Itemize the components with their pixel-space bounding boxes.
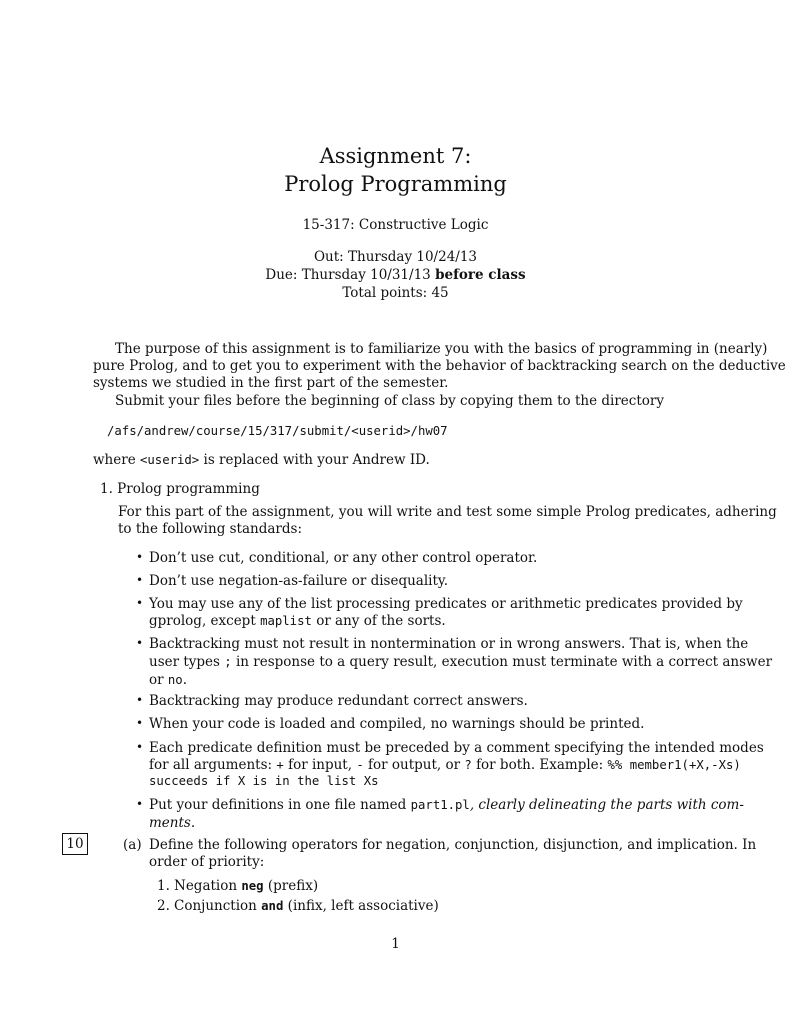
question-code: ?: [464, 758, 472, 772]
minus-code: -: [356, 758, 364, 772]
no-code: no: [167, 673, 183, 687]
example-code: %% member1(+X,-Xs): [607, 758, 741, 772]
bullet-3-line-2: [149, 612, 446, 630]
userid-note-a: where: [93, 452, 136, 468]
plus-code: +: [276, 758, 284, 772]
title-line-2: Prolog Programming: [284, 172, 507, 196]
intro-line-1: The purpose of this assignment is to familiarize you with the basics of programming in (nearly): [115, 341, 768, 357]
bullet-dot: •: [136, 596, 144, 610]
bullet-7-text-a: for all arguments:: [149, 757, 273, 773]
bullet-1: Don’t use cut, conditional, or any other control operator.: [149, 550, 538, 566]
userid-note-b: is replaced with your Andrew ID.: [203, 452, 430, 468]
part-a-line-1: Define the following operators for negation, conjunction, disjunction, and implication. In: [149, 837, 757, 853]
course-name: 15-317: Constructive Logic: [302, 217, 489, 233]
out-date: Out: Thursday 10/24/13: [313, 249, 478, 265]
bullet-4-line-1: Backtracking must not result in nontermination or in wrong answers. That is, when the: [149, 636, 749, 652]
and-code: and: [261, 899, 284, 913]
bullet-3-text-a: gprolog, except: [149, 613, 256, 629]
bullet-4-text-b: in response to a query result, execution must terminate with a correct answer: [235, 654, 773, 670]
bullet-8-line-2: ments.: [149, 815, 196, 831]
bullet-7-text-b: for input,: [288, 757, 353, 773]
submit-instruction: Submit your files before the beginning of class by copying them to the directory: [115, 393, 664, 409]
item-2-text-b: (infix, left associative): [287, 898, 439, 914]
bullet-4-line-2: [149, 653, 772, 671]
item-2-number: 2.: [157, 898, 170, 914]
bullet-2: Don’t use negation-as-failure or disequality.: [149, 573, 449, 589]
part-a-line-2: order of priority:: [149, 854, 265, 870]
bullet-3-text-b: or any of the sorts.: [316, 613, 446, 629]
bullet-5: Backtracking may produce redundant correct answers.: [149, 693, 528, 709]
total-points: Total points: 45: [342, 285, 449, 301]
bullet-8-line-1: [149, 796, 744, 814]
title-line-1: Assignment 7:: [319, 144, 472, 168]
filename-code: part1.pl: [410, 798, 470, 812]
bullet-6: When your code is loaded and compiled, no warnings should be printed.: [149, 716, 645, 732]
semicolon-code: ;: [224, 655, 232, 669]
bullet-7-text-d: for both. Example:: [476, 757, 604, 773]
item-1: [174, 877, 318, 895]
bullet-dot: •: [136, 550, 144, 564]
submit-path: /afs/andrew/course/15/317/submit/<userid>/hw07: [107, 424, 448, 438]
item-2: [174, 897, 439, 915]
points-box: 10: [62, 833, 88, 855]
section-para-line-2: to the following standards:: [118, 521, 302, 537]
bullet-4-period: .: [182, 672, 187, 688]
bullet-dot: •: [136, 740, 144, 754]
page-number: 1: [391, 936, 400, 952]
bullet-8-italic: , clearly delineating the parts with com-: [469, 797, 744, 813]
bullet-7-line-3: succeeds if X is in the list Xs: [149, 774, 379, 788]
bullet-7-line-2: [149, 756, 741, 774]
item-2-text-a: Conjunction: [174, 898, 257, 914]
bullet-7-text-c: for output, or: [368, 757, 461, 773]
neg-code: neg: [241, 879, 264, 893]
due-date-text: Due: Thursday 10/31/13: [265, 267, 431, 283]
item-1-text-a: Negation: [174, 878, 238, 894]
item-1-number: 1.: [157, 878, 170, 894]
due-emphasis: before class: [435, 267, 526, 283]
maplist-code: maplist: [260, 614, 312, 628]
part-a-label: (a): [123, 837, 142, 853]
section-heading: 1. Prolog programming: [100, 481, 260, 497]
bullet-8-text-a: Put your definitions in one file named: [149, 797, 407, 813]
bullet-7-line-1: Each predicate definition must be preceded by a comment specifying the intended modes: [149, 740, 764, 756]
bullet-3-line-1: You may use any of the list processing predicates or arithmetic predicates provided by: [149, 596, 743, 612]
bullet-4-line-3: [149, 671, 187, 689]
item-1-text-b: (prefix): [267, 878, 319, 894]
intro-line-3: systems we studied in the first part of the semester.: [93, 375, 449, 391]
bullet-dot: •: [136, 716, 144, 730]
due-date: [0, 267, 791, 283]
bullet-dot: •: [136, 573, 144, 587]
userid-code: <userid>: [139, 453, 200, 467]
section-para-line-1: For this part of the assignment, you will write and test some simple Prolog predicates, adhering: [118, 504, 777, 520]
bullet-dot: •: [136, 797, 144, 811]
userid-note: [93, 451, 430, 469]
bullet-dot: •: [136, 693, 144, 707]
intro-line-2: pure Prolog, and to get you to experiment with the behavior of backtracking search on the deductive: [93, 358, 786, 374]
bullet-4-text-c: or: [149, 672, 164, 688]
bullet-4-text-a: user types: [149, 654, 220, 670]
bullet-dot: •: [136, 636, 144, 650]
